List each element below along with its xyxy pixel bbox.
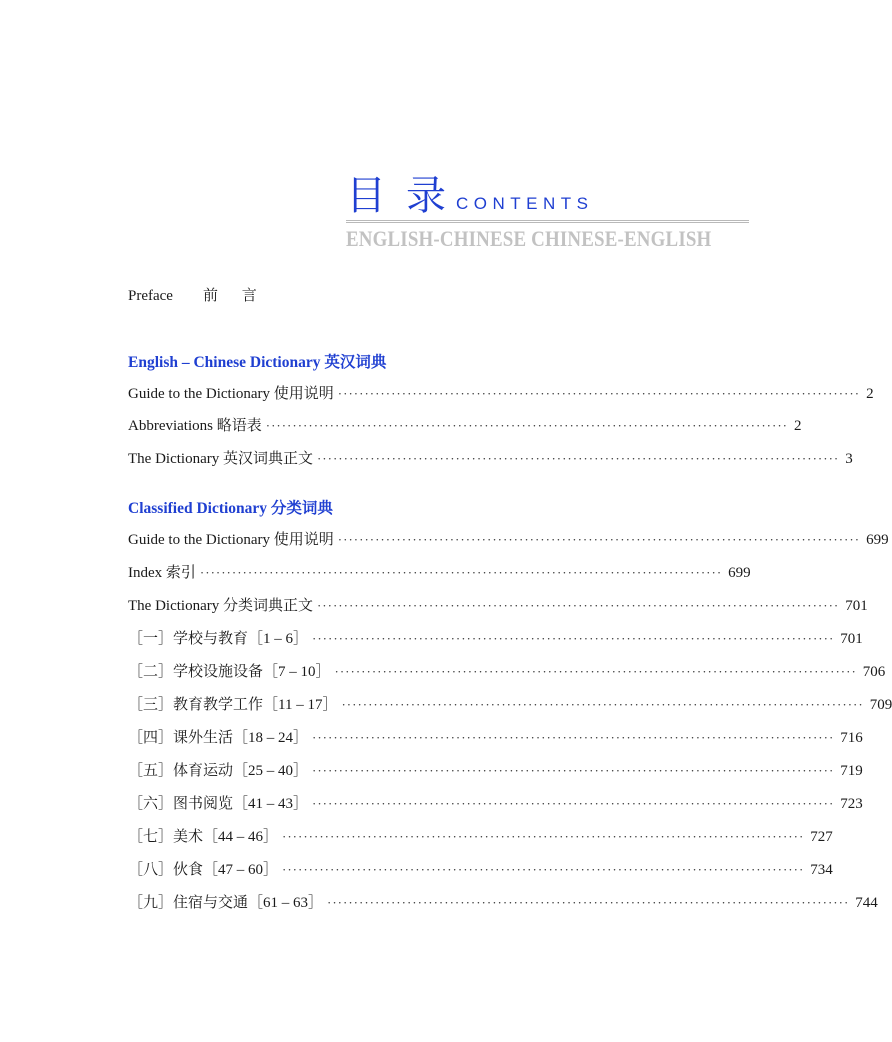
- dot-leader: ··································································································: [327, 895, 850, 910]
- toc-entry-label: ［九］住宿与交通［61 – 63］: [128, 895, 324, 911]
- toc-entry-page: 719: [840, 763, 863, 779]
- toc-entry-label: ［七］美术［44 – 46］: [128, 829, 279, 845]
- dot-leader: ··································································································: [265, 418, 788, 433]
- contents-subtitle: ENGLISH-CHINESE CHINESE-ENGLISH: [346, 226, 712, 251]
- toc-entry[interactable]: [128, 792, 863, 816]
- toc-entry-page: 709: [869, 697, 892, 713]
- dot-leader: ··································································································: [337, 532, 861, 547]
- dot-leader: ··································································································: [199, 565, 723, 580]
- toc-entry[interactable]: [128, 759, 863, 783]
- toc-entry[interactable]: [128, 414, 802, 438]
- toc-entry-page: 734: [810, 862, 833, 878]
- toc-entry-page: 723: [840, 796, 863, 812]
- toc-entry-label: ［五］体育运动［25 – 40］: [128, 763, 309, 779]
- toc-entry-label: The Dictionary 英汉词典正文: [128, 451, 313, 467]
- toc-entry-preface[interactable]: [128, 284, 267, 305]
- toc-entry-label: ［八］伙食［47 – 60］: [128, 862, 279, 878]
- toc-entry-label: Guide to the Dictionary 使用说明: [128, 532, 334, 548]
- preface-label-cn: 前 言: [202, 288, 267, 304]
- toc-entry[interactable]: [128, 891, 878, 915]
- toc-entry-label: Abbreviations 略语表: [128, 418, 262, 434]
- toc-entry[interactable]: [128, 528, 889, 552]
- dot-leader: ··································································································: [282, 829, 805, 844]
- dot-leader: ··································································································: [341, 697, 864, 712]
- dot-leader: ··································································································: [316, 451, 840, 466]
- toc-entry[interactable]: [128, 627, 863, 651]
- toc-entry[interactable]: [128, 726, 863, 750]
- dot-leader: ··································································································: [312, 631, 835, 646]
- toc-entry-label: ［六］图书阅览［41 – 43］: [128, 796, 309, 812]
- toc-entry[interactable]: [128, 825, 833, 849]
- toc-entry[interactable]: [128, 447, 853, 471]
- dot-leader: ··································································································: [312, 730, 835, 745]
- toc-entry-label: Index 索引: [128, 565, 196, 581]
- toc-entry-page: 701: [840, 631, 863, 647]
- toc-entry[interactable]: [128, 382, 874, 406]
- toc-entry-page: 3: [845, 451, 853, 467]
- toc-entry[interactable]: [128, 858, 833, 882]
- toc-entry-page: 699: [866, 532, 889, 548]
- toc-entry-page: 727: [810, 829, 833, 845]
- toc-entry-page: 701: [845, 598, 868, 614]
- dot-leader: ··································································································: [316, 598, 840, 613]
- toc-entry[interactable]: [128, 561, 751, 585]
- toc-entry-label: ［四］课外生活［18 – 24］: [128, 730, 309, 746]
- toc-entry[interactable]: [128, 693, 892, 717]
- toc-entry-label: ［三］教育教学工作［11 – 17］: [128, 697, 338, 713]
- header-divider: [346, 220, 749, 223]
- toc-entry-label: The Dictionary 分类词典正文: [128, 598, 313, 614]
- dot-leader: ··································································································: [334, 664, 857, 679]
- toc-entry-page: 744: [855, 895, 878, 911]
- dot-leader: ··································································································: [337, 386, 861, 401]
- dot-leader: ··································································································: [282, 862, 805, 877]
- dot-leader: ··································································································: [312, 763, 835, 778]
- toc-entry-page: 716: [840, 730, 863, 746]
- toc-entry-label: ［二］学校设施设备［7 – 10］: [128, 664, 331, 680]
- toc-entry-page: 706: [862, 664, 886, 680]
- toc-entry-page: 2: [794, 418, 802, 434]
- section-title-english-chinese: English – Chinese Dictionary 英汉词典: [128, 354, 387, 371]
- contents-title-en: CONTENTS: [456, 194, 594, 213]
- toc-entry-page: 699: [728, 565, 751, 581]
- toc-entry[interactable]: [128, 594, 868, 618]
- toc-entry-label: Guide to the Dictionary 使用说明: [128, 386, 334, 402]
- toc-entry[interactable]: [128, 660, 886, 684]
- contents-title-cn: 目录: [346, 173, 466, 219]
- toc-entry-label: ［一］学校与教育［1 – 6］: [128, 631, 309, 647]
- preface-label-en: Preface: [128, 288, 173, 304]
- toc-entry-page: 2: [866, 386, 874, 402]
- section-title-classified: Classified Dictionary 分类词典: [128, 500, 333, 517]
- dot-leader: ··································································································: [312, 796, 835, 811]
- contents-header: [346, 172, 749, 262]
